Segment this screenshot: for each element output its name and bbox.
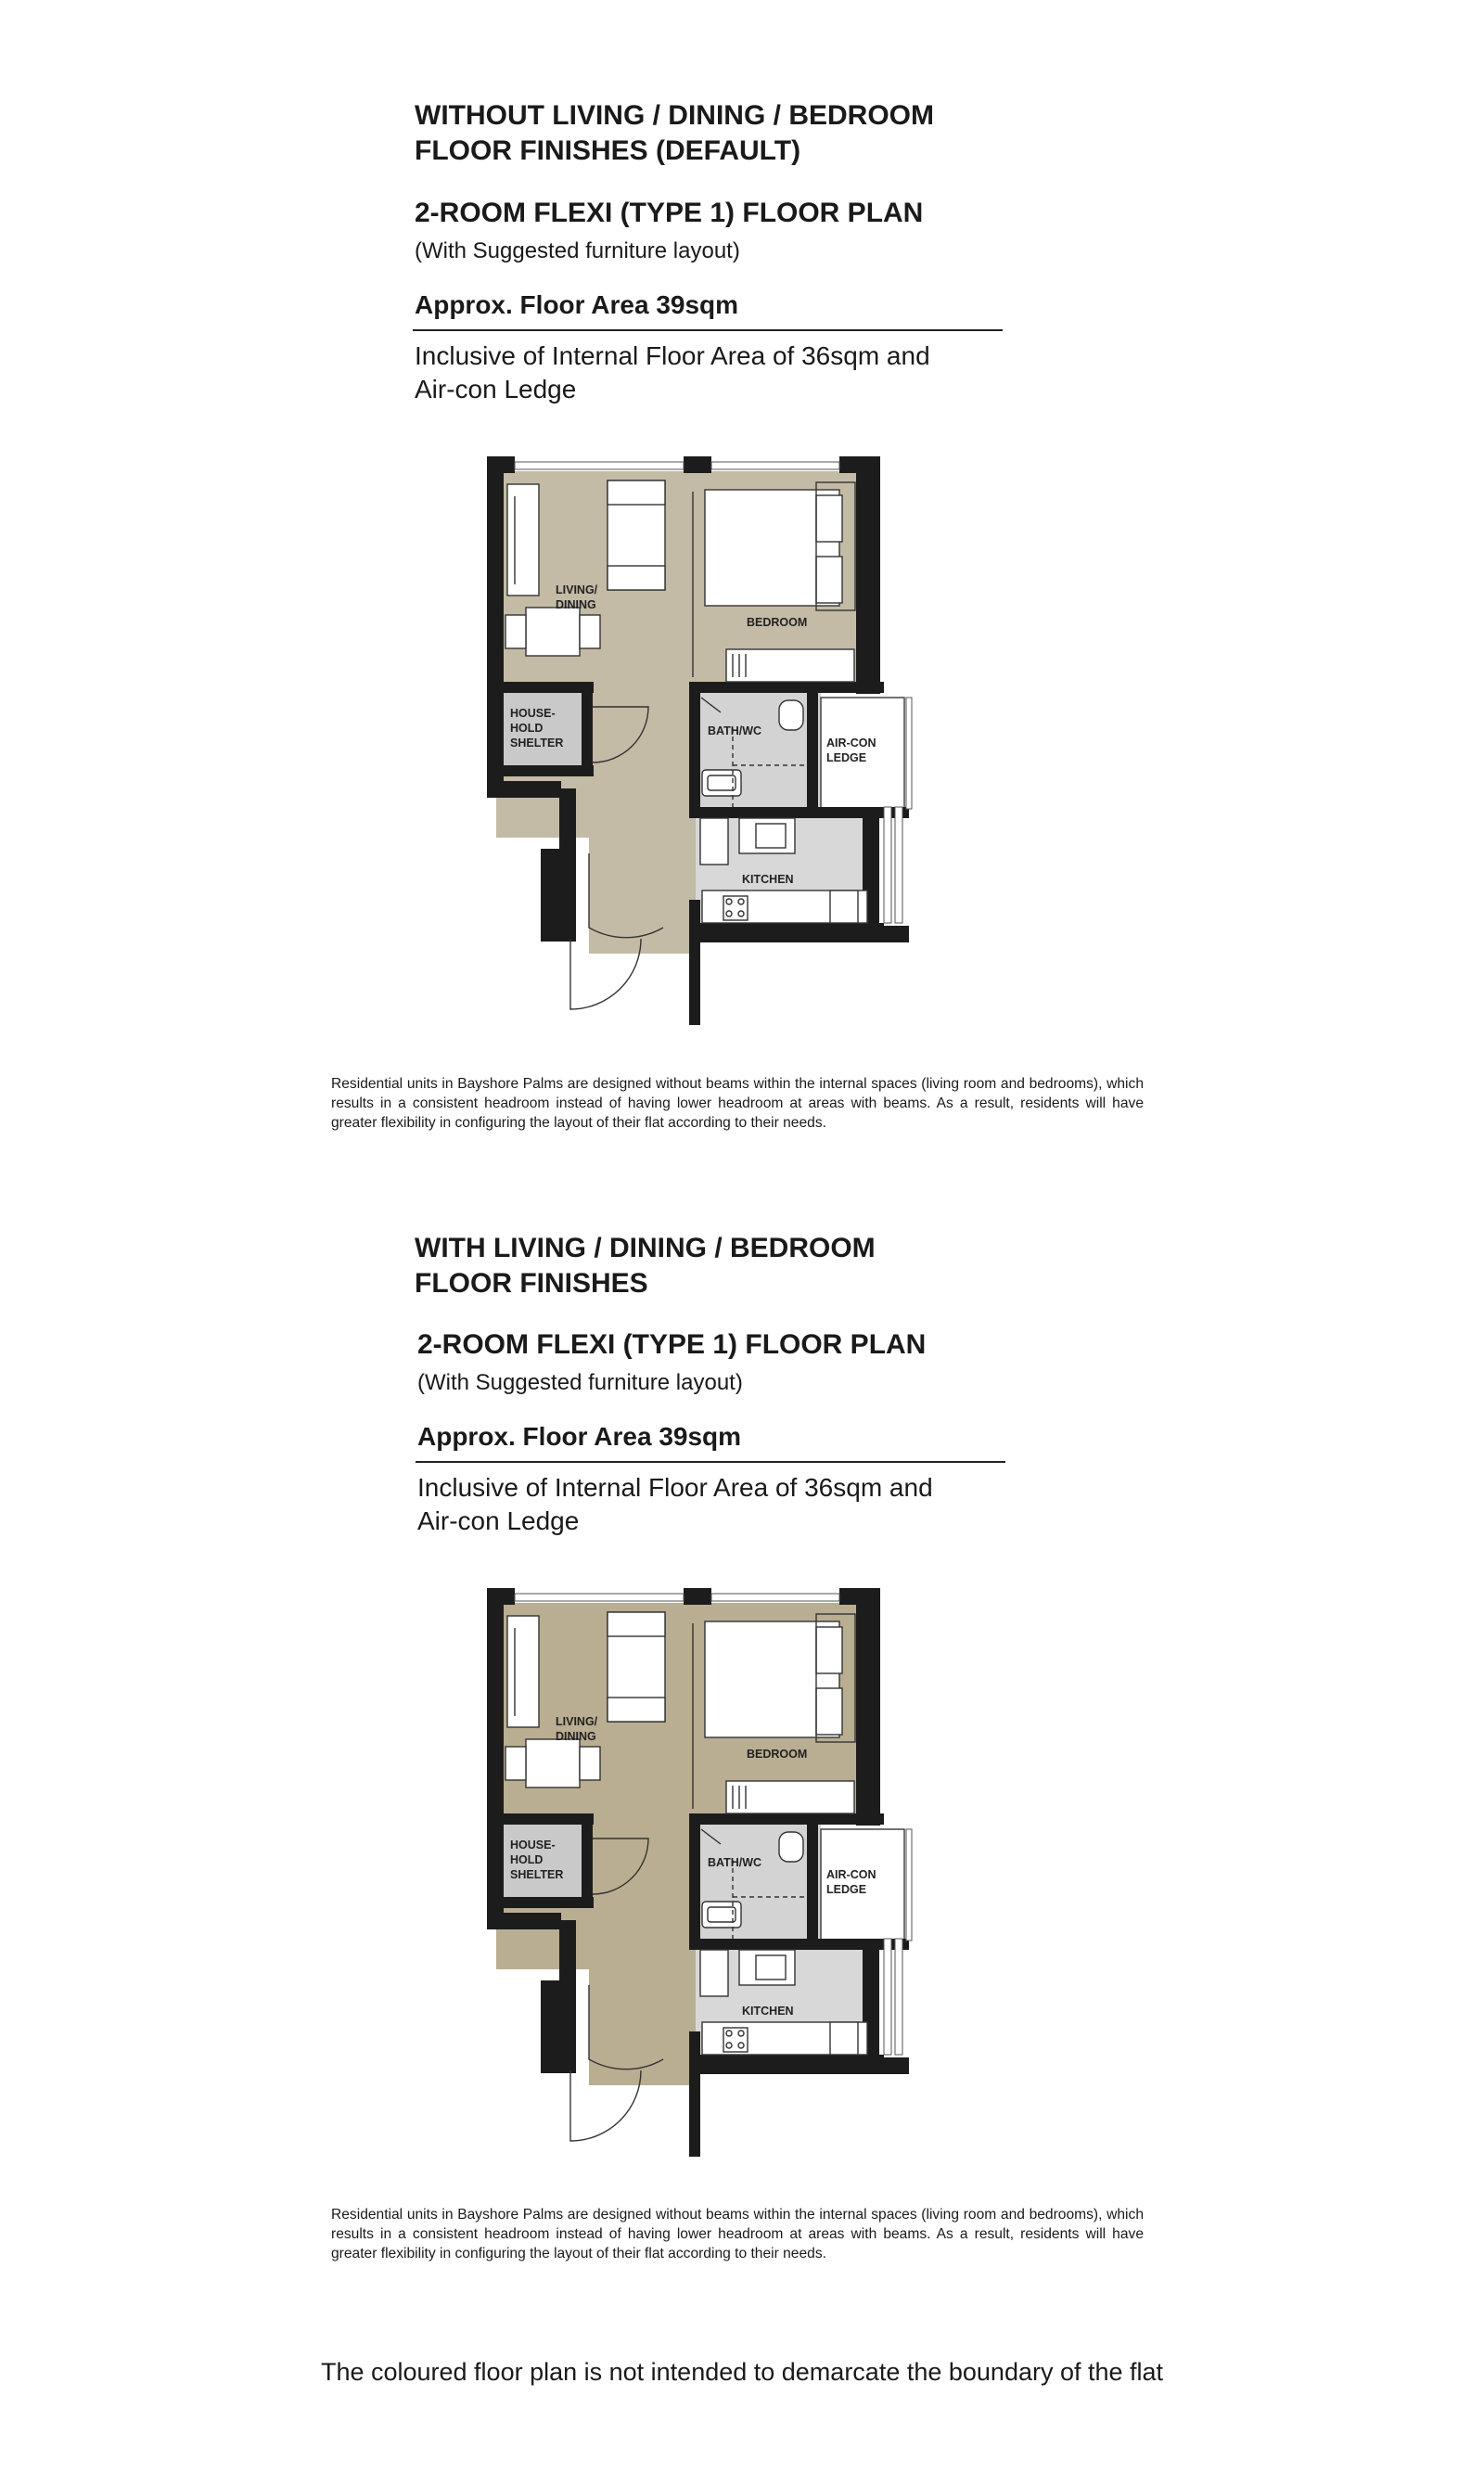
section-heading-line-1: WITHOUT LIVING / DINING / BEDROOM bbox=[415, 100, 934, 131]
label-shelter-2: HOLD bbox=[510, 1853, 544, 1866]
label-shelter-3: SHELTER bbox=[510, 1868, 564, 1881]
label-kitchen: KITCHEN bbox=[742, 2005, 794, 2018]
floor-plan-diagram bbox=[478, 1586, 923, 2161]
toilet bbox=[779, 1832, 803, 1862]
label-shelter-1: HOUSE- bbox=[510, 1839, 556, 1852]
footer-disclaimer: The coloured floor plan is not intended to demarcate the boundary of the flat bbox=[320, 2358, 1164, 2386]
label-living: LIVING/ bbox=[556, 583, 598, 596]
label-living: LIVING/ bbox=[556, 1715, 598, 1728]
plan-subtitle: (With Suggested furniture layout) bbox=[415, 238, 740, 263]
tv-console bbox=[507, 484, 539, 596]
label-dining: DINING bbox=[556, 1730, 596, 1743]
label-bedroom: BEDROOM bbox=[747, 616, 808, 629]
label-aircon-1: AIR-CON bbox=[826, 1868, 876, 1881]
section-heading-line-1: WITH LIVING / DINING / BEDROOM bbox=[415, 1233, 876, 1263]
section-heading-line-2: FLOOR FINISHES bbox=[415, 1268, 648, 1299]
label-bedroom: BEDROOM bbox=[747, 1748, 808, 1761]
fridge bbox=[700, 1950, 728, 1996]
section-heading-line-2: FLOOR FINISHES (DEFAULT) bbox=[415, 135, 801, 166]
toilet bbox=[779, 700, 803, 730]
label-kitchen: KITCHEN bbox=[742, 873, 794, 886]
floor-plan-diagram bbox=[478, 455, 923, 1030]
dining-table bbox=[526, 608, 580, 656]
beam-note: Residential units in Bayshore Palms are designed without beams within the internal spaces (living room and bedrooms), which results in a consistent headroom instead of having lower headroom at areas with beams. As a result, residents will have greater flexibility in configuring the layout of their flat according to their needs. bbox=[331, 1076, 1144, 1131]
inclusive-area-note bbox=[415, 340, 990, 406]
floor-plan-section-default bbox=[0, 0, 1484, 1141]
label-bath: BATH/WC bbox=[708, 1856, 762, 1869]
inclusive-line-2: Air-con Ledge bbox=[415, 375, 577, 404]
floor-area: Approx. Floor Area 39sqm bbox=[417, 1422, 742, 1451]
floor-plan-section-finishes bbox=[0, 1124, 1484, 2265]
inclusive-line-1: Inclusive of Internal Floor Area of 36sqm and bbox=[415, 341, 930, 370]
inclusive-line-1: Inclusive of Internal Floor Area of 36sqm and bbox=[417, 1473, 933, 1502]
fridge bbox=[700, 818, 728, 865]
label-shelter-3: SHELTER bbox=[510, 737, 564, 750]
label-bath: BATH/WC bbox=[708, 724, 762, 737]
label-aircon-2: LEDGE bbox=[826, 751, 867, 764]
label-dining: DINING bbox=[556, 598, 596, 611]
tv-console bbox=[507, 1616, 539, 1727]
divider-rule bbox=[413, 329, 1003, 331]
floor-area: Approx. Floor Area 39sqm bbox=[415, 290, 739, 319]
inclusive-area-note bbox=[417, 1471, 992, 1538]
label-shelter-2: HOLD bbox=[510, 722, 544, 735]
inclusive-line-2: Air-con Ledge bbox=[417, 1506, 580, 1535]
divider-rule bbox=[416, 1461, 1005, 1463]
dining-table bbox=[526, 1739, 580, 1787]
plan-subtitle: (With Suggested furniture layout) bbox=[417, 1370, 743, 1395]
floor-plan-svg bbox=[478, 1586, 923, 2161]
label-aircon-2: LEDGE bbox=[826, 1883, 867, 1896]
label-shelter-1: HOUSE- bbox=[510, 707, 556, 720]
beam-note: Residential units in Bayshore Palms are designed without beams within the internal spaces (living room and bedrooms), which results in a consistent headroom instead of having lower headroom at areas with beams. As a result, residents will have greater flexibility in configuring the layout of their flat according to their needs. bbox=[331, 2207, 1144, 2262]
plan-title: 2-ROOM FLEXI (TYPE 1) FLOOR PLAN bbox=[415, 198, 924, 228]
plan-title: 2-ROOM FLEXI (TYPE 1) FLOOR PLAN bbox=[417, 1329, 927, 1360]
section-heading bbox=[415, 98, 1008, 169]
floor-plan-svg bbox=[478, 455, 923, 1030]
section-heading bbox=[415, 1231, 1008, 1301]
label-aircon-1: AIR-CON bbox=[826, 737, 876, 750]
